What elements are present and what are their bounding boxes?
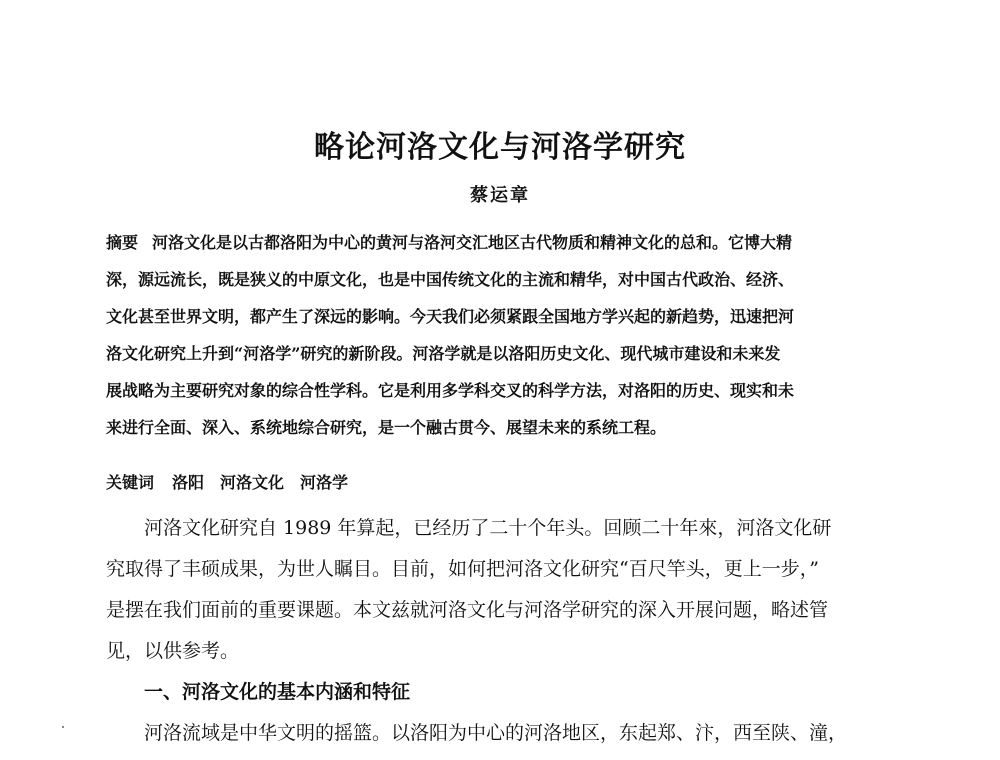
paper-author: 蔡运章 — [470, 185, 530, 206]
keyword: 河洛文化 — [220, 473, 285, 492]
paper-title: 略论河洛文化与河洛学研究 — [314, 130, 686, 165]
body-paragraph-line: 究取得了丰硕成果，为世人瞩目。目前，如何把河洛文化研究“百尺竿头，更上一步，” — [106, 558, 819, 580]
abstract-line — [106, 224, 866, 261]
abstract-line: 文化甚至世界文明，都产生了深远的影响。今天我们必须紧跟全国地方学兴起的新趋势，迅速把河 — [106, 307, 795, 326]
abstract-line: 来进行全面、深入、系统地综合研究，是一个融古贯今、展望未来的系统工程。 — [106, 418, 667, 437]
keyword: 洛阳 — [172, 473, 205, 492]
keyword: 河洛学 — [300, 473, 349, 492]
abstract-block — [106, 224, 866, 446]
abstract-line: 深，源远流长，既是狭义的中原文化，也是中国传统文化的主流和精华，对中国古代政治、经济、 — [106, 270, 795, 289]
section-heading: 一、河洛文化的基本内涵和特征 — [144, 681, 411, 703]
abstract-label: 摘要 — [106, 233, 139, 252]
abstract-line: 展战略为主要研究对象的综合性学科。它是利用多学科交叉的科学方法，对洛阳的历史、现实和未 — [106, 381, 795, 400]
scan-speck — [62, 726, 64, 728]
abstract-text: 河洛文化是以古都洛阳为中心的黄河与洛河交汇地区古代物质和精神文化的总和。它博大精 — [152, 233, 793, 252]
body-text — [106, 508, 876, 754]
body-paragraph-line: 见，以供参考。 — [106, 640, 240, 662]
abstract-line: 洛文化研究上升到“河洛学”研究的新阶段。河洛学就是以洛阳历史文化、现代城市建设和未来发 — [106, 344, 781, 363]
body-paragraph-line: 河洛流域是中华文明的摇篮。以洛阳为中心的河洛地区，东起郑、汴，西至陕、潼， — [144, 722, 848, 744]
keywords-label: 关键词 — [106, 473, 155, 492]
body-paragraph-line: 是摆在我们面前的重要课题。本文兹就河洛文化与河洛学研究的深入开展问题，略述管 — [106, 599, 829, 621]
body-paragraph-line: 河洛文化研究自 1989 年算起，已经历了二十个年头。回顾二十年來，河洛文化研 — [144, 517, 832, 539]
keywords-line — [106, 468, 364, 498]
